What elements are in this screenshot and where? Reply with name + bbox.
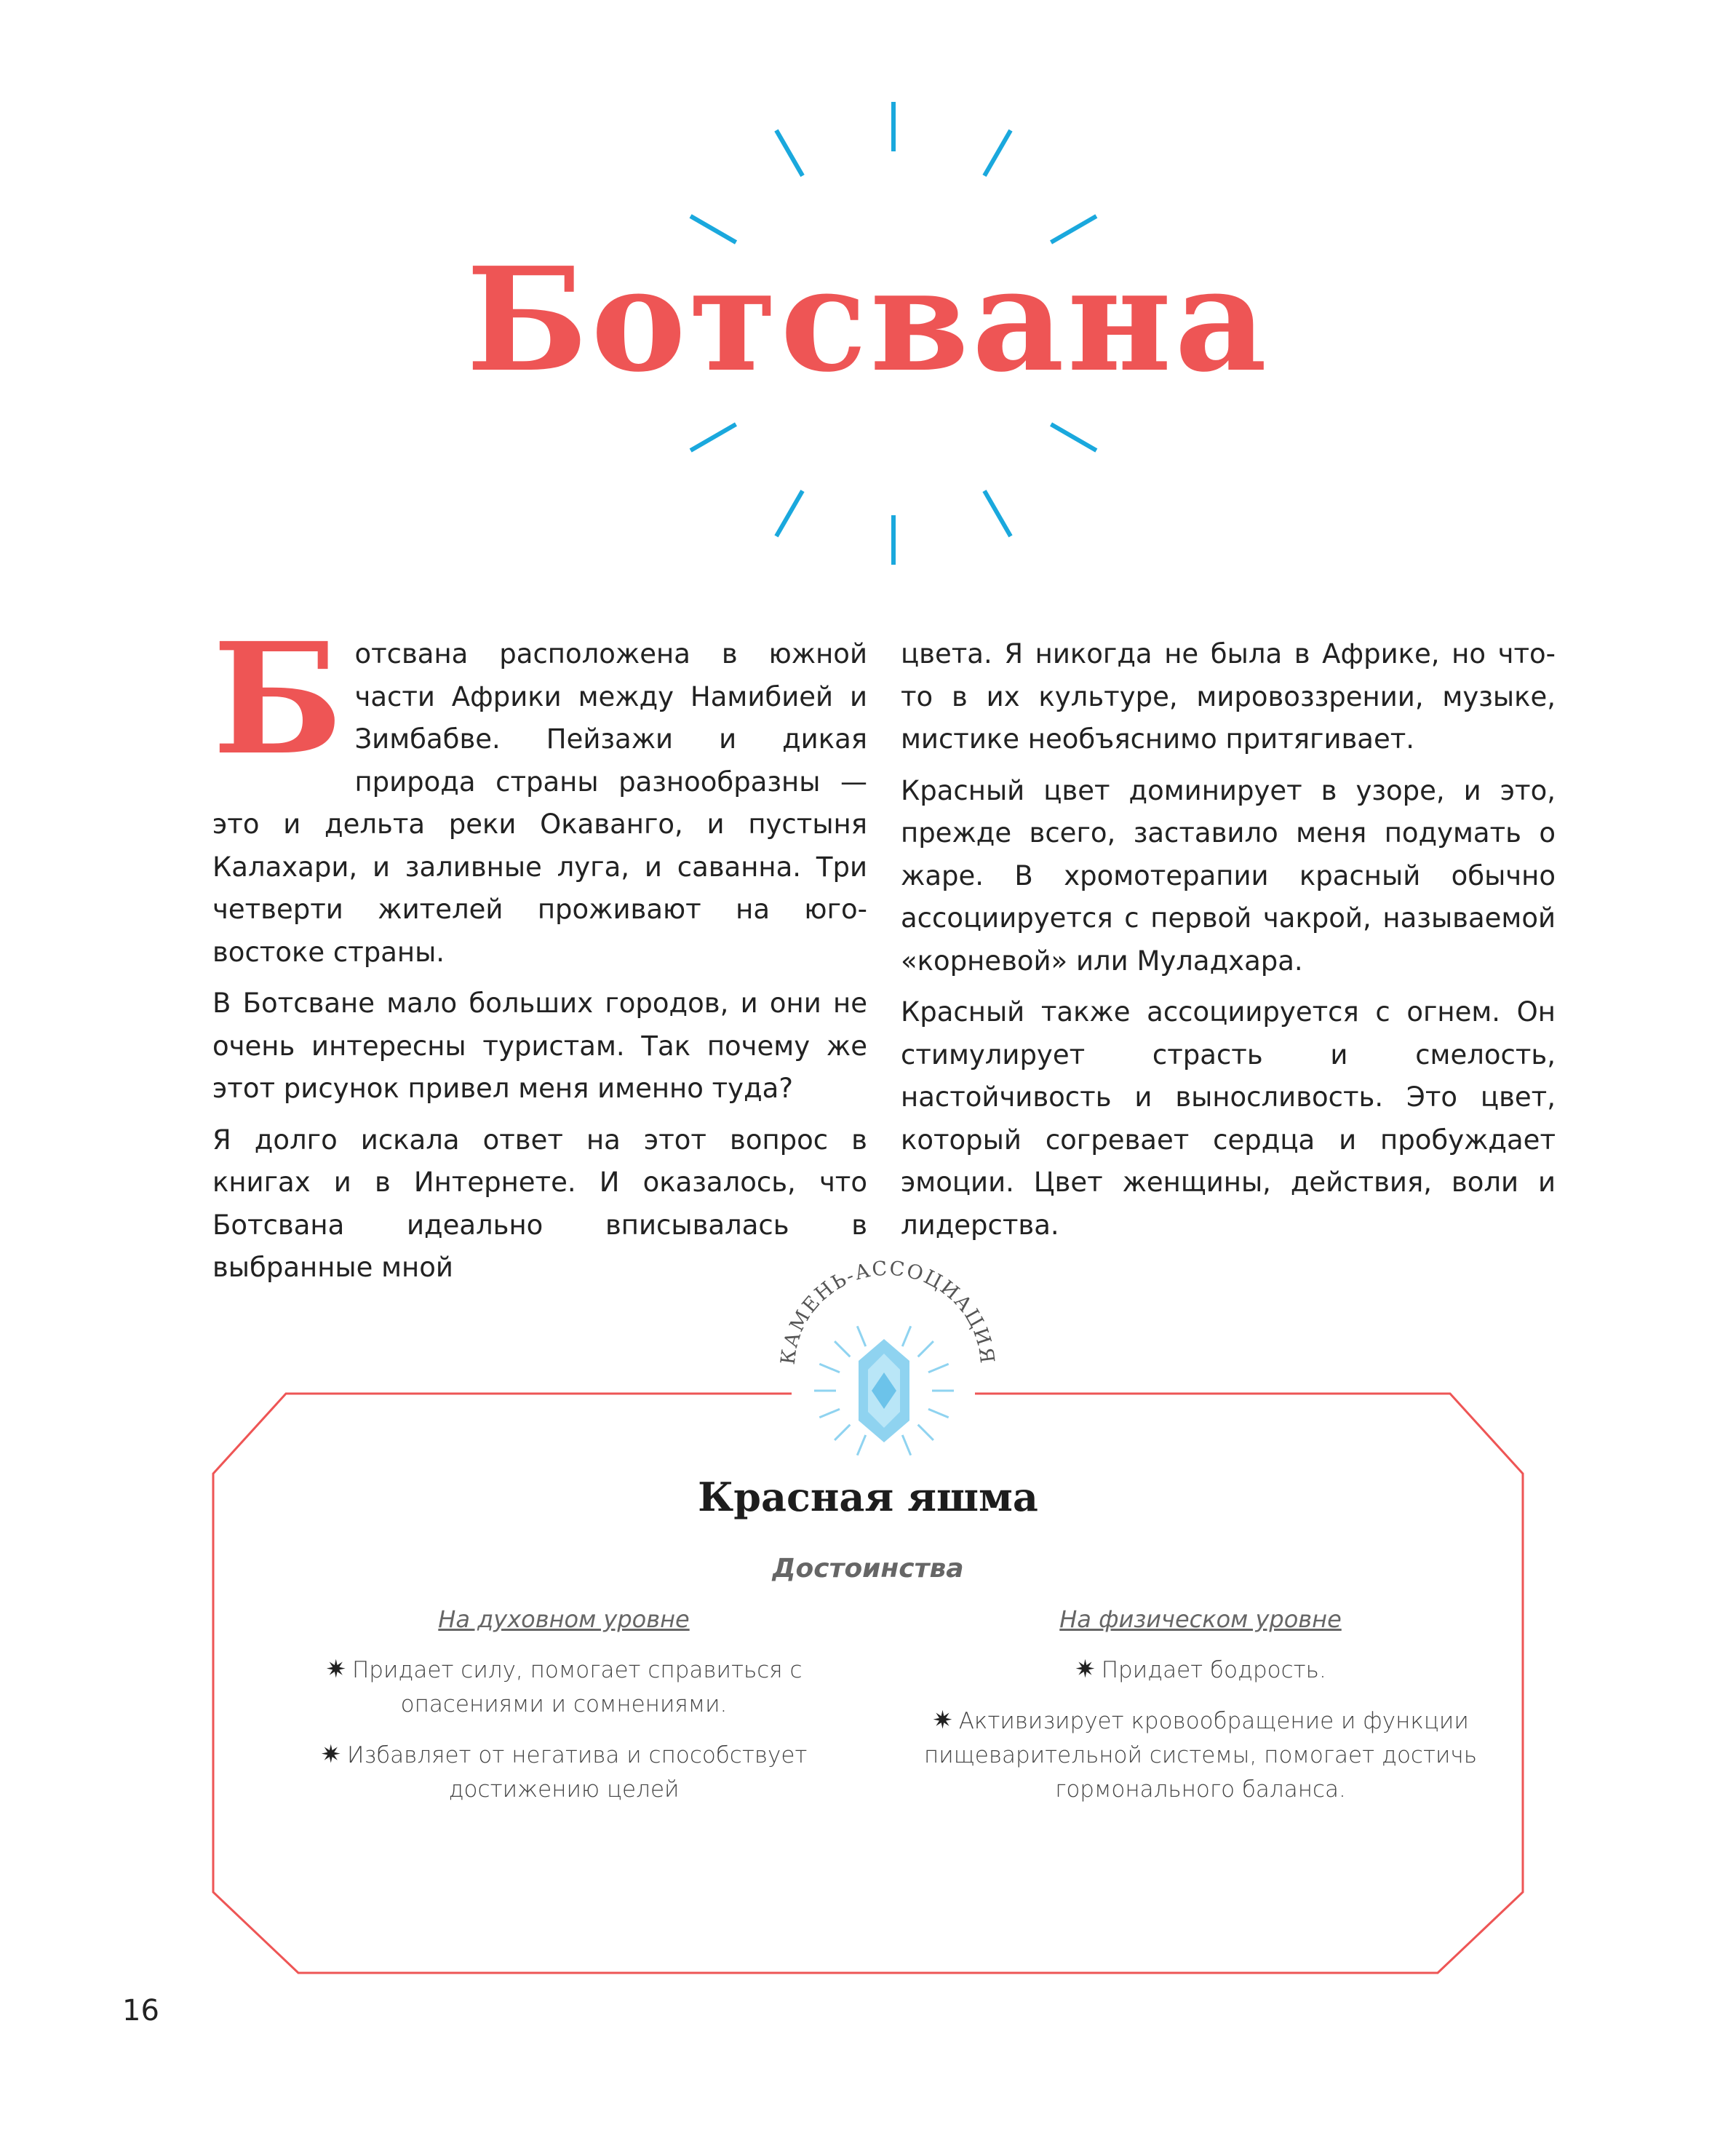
benefits-label: Достоинства xyxy=(772,1554,964,1584)
article-paragraph: Красный цвет доминирует в узоре, и это, прежде всего, заставило меня подумать о жаре. В хромотерапии красный обычно ассоциируется с первой чакрой, называемой «корневой» или Муладхара. xyxy=(901,774,1556,977)
sparkle-icon: ✷ xyxy=(932,1706,953,1735)
article-paragraph: Я долго искала ответ на этот вопрос в книгах и в Интернете. И оказалось, что Ботсвана идеально вписывалась в выбранные мной xyxy=(212,1124,867,1283)
article-paragraph: Красный также ассоциируется с огнем. Он стимулирует страсть и смелость, настойчивость и выносливость. Это цвет, который согревает сердца и пробуждает эмоции. Цвет женщины, действия, воли и лидерства. xyxy=(901,996,1556,1241)
benefit-item: ✷ Придает силу, помогает справиться с опасениями и сомнениями. xyxy=(325,1655,803,1717)
crystal-icon xyxy=(859,1339,909,1442)
crystal-ray xyxy=(819,1409,840,1417)
sparkle-icon: ✷ xyxy=(1075,1655,1096,1684)
crystal-ray xyxy=(928,1364,949,1372)
benefit-item: ✷ Активизирует кровообращение и функции пищеварительной системы, помогает достичь гормонального баланса. xyxy=(924,1706,1477,1803)
page-number: 16 xyxy=(122,1994,159,2027)
drop-cap: Б xyxy=(212,609,343,789)
crystal-ray xyxy=(918,1425,933,1440)
stone-arc-label: КАМЕНЬ-АССОЦИАЦИЯ xyxy=(776,1257,999,1366)
sparkle-icon: ✷ xyxy=(325,1655,346,1684)
physical-level-column xyxy=(902,1605,1499,1823)
benefit-item: ✷ Избавляет от негатива и способствует достижению целей xyxy=(320,1740,808,1803)
sparkle-icon: ✷ xyxy=(320,1740,342,1769)
crystal-ray xyxy=(819,1364,840,1372)
spiritual-level-heading: На духовном уровне xyxy=(438,1605,690,1633)
crystal-ray xyxy=(835,1341,850,1356)
benefit-item: ✷ Придает бодрость. xyxy=(1075,1655,1326,1684)
crystal-ray xyxy=(902,1435,910,1455)
article-paragraph: Ботсвана расположена в южной части Африки между Намибией и Зимбабве. Пейзажи и дикая природа страны разнообразны — это и дельта реки Окаванго, и пустыня Калахари, и заливные луга, и саванна. Три четверти жителей проживают на юго-востоке страны. xyxy=(212,609,867,968)
crystal-ray xyxy=(918,1341,933,1356)
stone-name: Красная яшма xyxy=(698,1474,1038,1520)
article-paragraph: цвета. Я никогда не была в Африке, но что-то в их культуре, мировоззрении, музыке, мистике необъяснимо притягивает. xyxy=(901,638,1556,755)
crystal-ray xyxy=(857,1326,865,1346)
crystal-ray xyxy=(902,1326,910,1346)
crystal-ray xyxy=(857,1435,865,1455)
physical-level-heading: На физическом уровне xyxy=(1059,1605,1342,1633)
crystal-ray xyxy=(835,1425,850,1440)
spiritual-level-column xyxy=(266,1605,862,1823)
page-title: Ботсвана xyxy=(466,237,1270,404)
article-paragraph: В Ботсване мало больших городов, и они не очень интересны туристам. Так почему же этот рисунок привел меня именно туда? xyxy=(212,988,867,1104)
crystal-ray xyxy=(928,1409,949,1417)
